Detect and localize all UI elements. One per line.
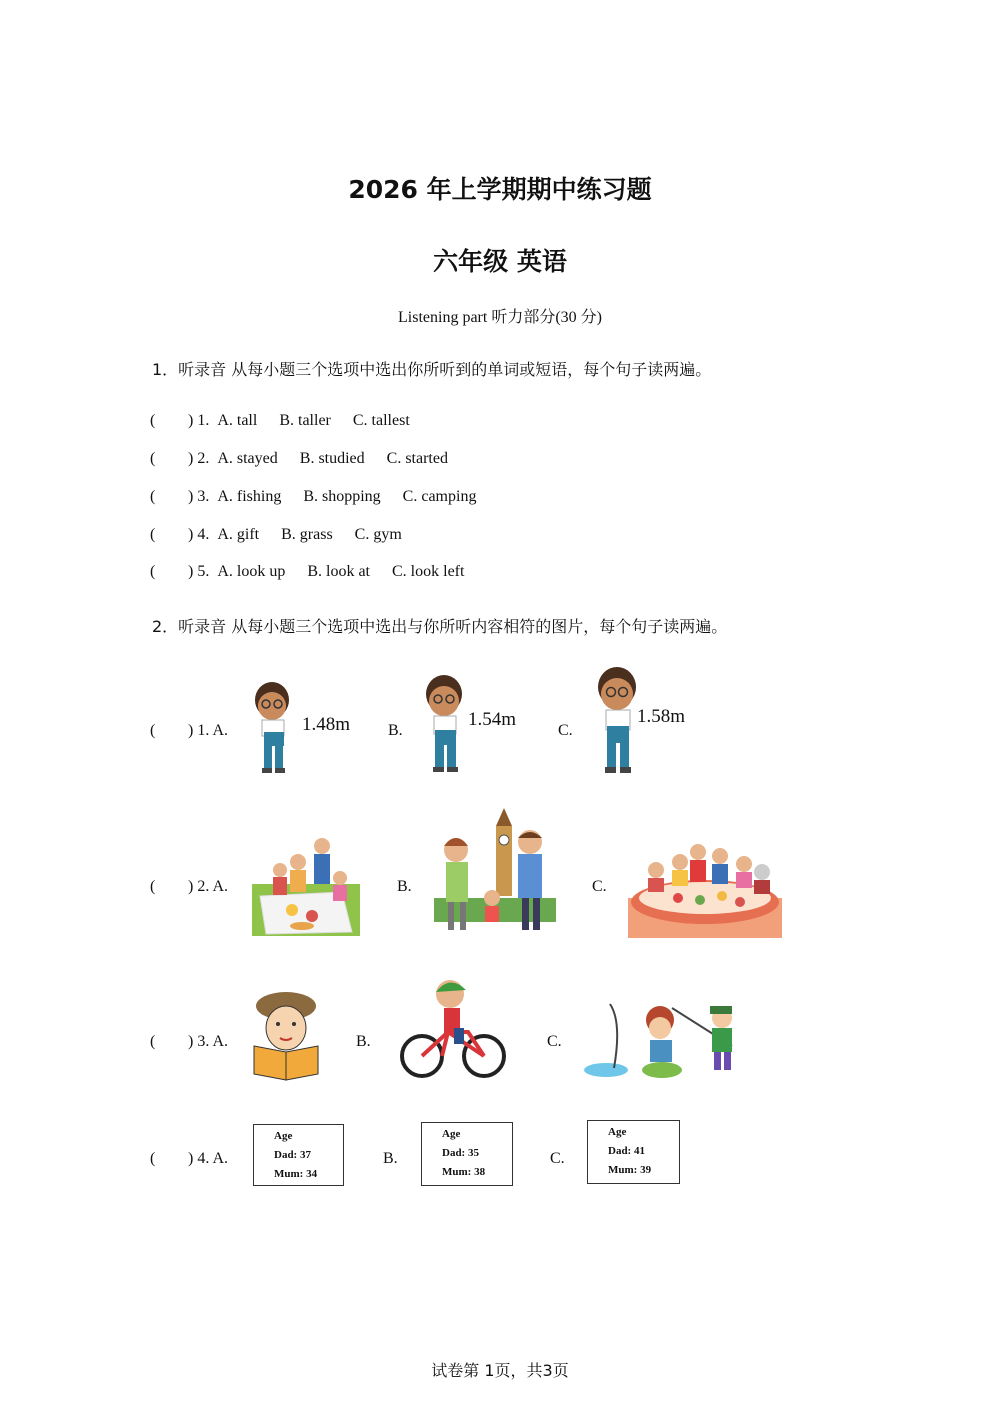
option-b-label: B. — [383, 1150, 398, 1167]
option-b: B. grass — [281, 526, 333, 543]
dad-age: Dad: 41 — [608, 1145, 645, 1157]
s1-question-3 — [150, 488, 476, 506]
option-b: B. look at — [307, 563, 370, 580]
section2-instruction: 2．听录音 从每小题三个选项中选出与你所听内容相符的图片，每个句子读两遍。 — [152, 617, 728, 636]
answer-paren[interactable]: ( — [150, 526, 156, 543]
page-footer: 试卷第 1页，共3页 — [431, 1361, 569, 1380]
family-at-big-ben-picture[interactable] — [434, 806, 556, 934]
fishing-people-picture[interactable] — [582, 998, 746, 1080]
age-card-c[interactable] — [587, 1120, 680, 1184]
height-label-b: 1.54m — [468, 709, 517, 730]
s2-question-1-label — [150, 722, 228, 740]
question-number: ) 4. — [188, 526, 210, 543]
age-card-b[interactable] — [421, 1122, 513, 1186]
option-c-label: C. — [592, 878, 607, 895]
option-c: C. started — [386, 450, 448, 467]
age-card-heading: Age — [442, 1128, 461, 1140]
question-number: ) 2. A. — [188, 878, 228, 895]
height-label-c: 1.58m — [637, 706, 686, 727]
option-c-label: C. — [550, 1150, 565, 1167]
option-b-label: B. — [356, 1033, 371, 1050]
dad-age: Dad: 37 — [274, 1149, 311, 1161]
option-b: B. studied — [299, 450, 365, 467]
s2-question-4-label — [150, 1150, 228, 1168]
answer-paren[interactable]: ( — [150, 563, 156, 580]
s2-question-3-label — [150, 1033, 228, 1051]
exam-subtitle: 六年级 英语 — [433, 247, 567, 276]
boy-icon[interactable] — [420, 674, 470, 774]
height-label-a: 1.48m — [302, 714, 351, 735]
age-card-heading: Age — [274, 1130, 293, 1142]
option-a: A. look up — [217, 563, 286, 580]
s1-question-1 — [150, 412, 410, 430]
answer-paren[interactable]: ( — [150, 878, 156, 895]
exam-title: 2026 年上学期期中练习题 — [348, 175, 652, 204]
option-b-label: B. — [397, 878, 412, 895]
option-a: A. gift — [217, 526, 260, 543]
answer-paren[interactable]: ( — [150, 488, 156, 505]
option-a: A. tall — [217, 412, 258, 429]
picnic-family-picture[interactable] — [252, 836, 362, 938]
answer-paren[interactable]: ( — [150, 722, 156, 739]
question-number: ) 3. A. — [188, 1033, 228, 1050]
answer-paren[interactable]: ( — [150, 450, 156, 467]
section1-instruction: 1．听录音 从每小题三个选项中选出你所听到的单词或短语，每个句子读两遍。 — [152, 360, 712, 379]
reading-boy-picture[interactable] — [250, 990, 322, 1082]
option-a: A. stayed — [217, 450, 278, 467]
s2-question-2-label — [150, 878, 228, 896]
option-c: C. camping — [402, 488, 477, 505]
option-b: B. taller — [279, 412, 331, 429]
question-number: ) 5. — [188, 563, 210, 580]
option-b: B. shopping — [303, 488, 381, 505]
option-b-label: B. — [388, 722, 403, 739]
option-c: C. look left — [392, 563, 465, 580]
question-number: ) 2. — [188, 450, 210, 467]
cycling-boy-picture[interactable] — [398, 976, 508, 1080]
question-number: ) 4. A. — [188, 1150, 228, 1167]
s1-question-5 — [150, 563, 464, 581]
s1-question-4 — [150, 526, 402, 544]
answer-paren[interactable]: ( — [150, 412, 156, 429]
mum-age: Mum: 38 — [442, 1166, 486, 1178]
dad-age: Dad: 35 — [442, 1147, 479, 1159]
question-number: ) 1. — [188, 412, 210, 429]
boy-icon[interactable] — [592, 666, 642, 774]
question-number: ) 1. A. — [188, 722, 228, 739]
question-number: ) 3. — [188, 488, 210, 505]
boy-icon[interactable] — [250, 680, 300, 774]
age-card-heading: Age — [608, 1126, 627, 1138]
answer-paren[interactable]: ( — [150, 1150, 156, 1167]
s1-question-2 — [150, 450, 448, 468]
family-dinner-picture[interactable] — [628, 842, 782, 938]
mum-age: Mum: 39 — [608, 1164, 652, 1176]
option-c-label: C. — [558, 722, 573, 739]
option-c: C. tallest — [352, 412, 410, 429]
option-c: C. gym — [354, 526, 402, 543]
part-heading: Listening part 听力部分(30 分) — [398, 309, 602, 326]
age-card-a[interactable] — [253, 1124, 344, 1186]
option-c-label: C. — [547, 1033, 562, 1050]
option-a: A. fishing — [217, 488, 282, 505]
mum-age: Mum: 34 — [274, 1168, 318, 1180]
answer-paren[interactable]: ( — [150, 1033, 156, 1050]
